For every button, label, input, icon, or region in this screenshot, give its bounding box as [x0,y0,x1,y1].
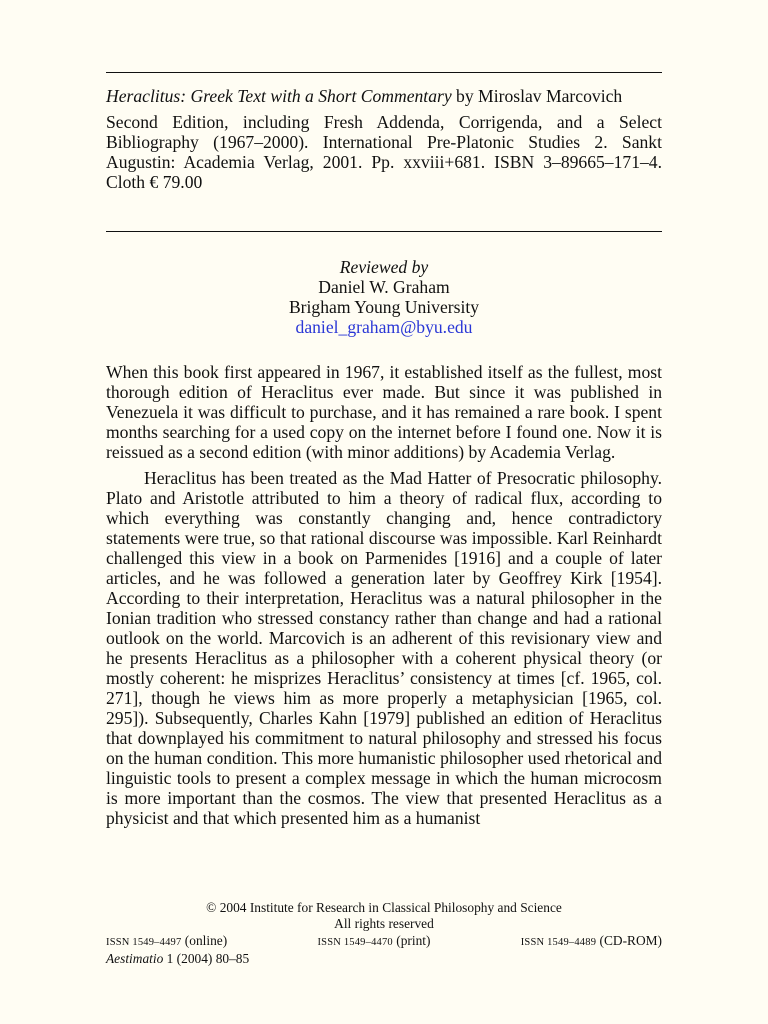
issn-cdrom: ISSN 1549–4489 (CD-ROM) [520,933,662,948]
rights-line: All rights reserved [334,916,434,931]
reviewer-name: Daniel W. Graham [318,277,450,297]
issn-print: ISSN 1549–4470 (print) [317,933,431,948]
reviewer-email-link[interactable]: daniel_graham@byu.edu [295,317,473,337]
book-citation [106,86,662,192]
top-rule [106,72,662,73]
reviewed-by-label: Reviewed by [339,257,429,277]
journal-name: Aestimatio [106,951,164,966]
bottom-rule [106,231,662,232]
book-title: Heraclitus: Greek Text with a Short Commentary [106,86,452,106]
issn-row [106,933,662,951]
journal-volume: 1 (2004) 80–85 [163,951,250,966]
reviewer-affiliation: Brigham Young University [288,297,480,317]
book-details: Second Edition, including Fresh Addenda, Corrigenda, and a Select Bibliography (1967–2000). International Pre-Platonic Studies 2. Sankt Augustin: Academia Verlag, 2001. Pp. xxviii+681. ISBN 3–89665–171–4. Cloth € 79.00 [106,112,662,192]
paragraph: When this book first appeared in 1967, it established itself as the fullest, most thorough edition of Heraclitus ever made. But since it was published in Venezuela it was difficult to purchase, and it has remained a rare book. I spent months searching for a used copy on the internet before I found one. Now it is reissued as a second edition (with minor additions) by Academia Verlag. [106,362,662,462]
paragraph: Heraclitus has been treated as the Mad Hatter of Presocratic philosophy. Plato and Aristotle attributed to him a theory of radical flux, according to which everything was constantly changing and, hence contradictory statements were true, so that rational discourse was impossible. Karl Reinhardt challenged this view in a book on Parmenides [1916] and a couple of later articles, and he was followed a generation later by Geoffrey Kirk [1954]. According to their interpretation, Heraclitus was a natural philosopher in the Ionian tradition who stressed constancy rather than change and had a rational outlook on the world. Marcovich is an adherent of this revisionary view and he presents Heraclitus as a philosopher with a coherent physical theory (or mostly coherent: he misprizes Heraclitus’ consistency at times [cf. 1965, col. 271], though he views him as more properly a metaphysician [1965, col. 295]). Subsequently, Charles Kahn [1979] published an edition of Heraclitus that downplayed his commitment to natural philosophy and stressed his focus on the human condition. This more humanistic philosopher used rhetorical and linguistic tools to present a complex message in which the human microcosm is more important than the cosmos. The view that presented Heraclitus as a physicist and that which presented him as a humanist [106,468,662,828]
issn-online: ISSN 1549–4497 (online) [106,933,228,948]
page-footer [106,900,662,967]
book-author: by Miroslav Marcovich [451,86,623,106]
journal-reference [106,951,662,967]
reviewer-block [106,257,662,337]
copyright-line: © 2004 Institute for Research in Classical Philosophy and Science [206,900,562,915]
review-body [106,362,662,828]
book-title-line [106,86,662,106]
